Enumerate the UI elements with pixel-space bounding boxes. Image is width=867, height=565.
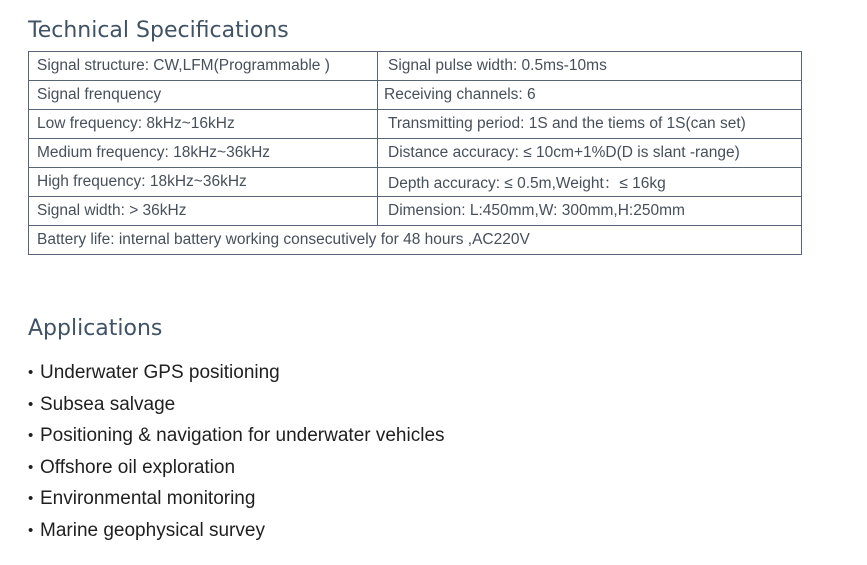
list-item	[28, 486, 445, 518]
list-item	[28, 518, 445, 550]
spec-footer-cell: Battery life: internal battery working consecutively for 48 hours ,AC220V	[29, 226, 802, 255]
spec-cell: Signal structure: CW,LFM(Programmable )	[29, 52, 378, 81]
table-row	[29, 81, 802, 110]
table-row	[29, 168, 802, 197]
bullet-icon: •	[28, 364, 34, 381]
spec-section-title: Technical Specifications	[28, 18, 289, 43]
list-item-label: Underwater GPS positioning	[40, 362, 280, 383]
applications-section-title: Applications	[28, 316, 163, 341]
spec-cell: Medium frequency: 18kHz~36kHz	[29, 139, 378, 168]
list-item-label: Environmental monitoring	[40, 488, 256, 510]
list-item	[28, 392, 445, 424]
table-row	[29, 52, 802, 81]
spec-cell: Transmitting period: 1S and the tiems of 1S(can set)	[378, 110, 802, 139]
list-item-label: Offshore oil exploration	[40, 456, 236, 478]
bullet-icon: •	[28, 427, 34, 445]
list-item	[28, 423, 445, 455]
list-item-label: Subsea salvage	[40, 393, 176, 415]
bullet-icon: •	[28, 395, 34, 413]
bullet-icon: •	[28, 490, 34, 508]
list-item-label: Marine geophysical survey	[40, 519, 265, 541]
bullet-icon: •	[28, 458, 34, 476]
spec-cell: Distance accuracy: ≤ 10cm+1%D(D is slant -range)	[378, 139, 802, 168]
spec-cell: Dimension: L:450mm,W: 300mm,H:250mm	[378, 197, 802, 226]
table-row	[29, 139, 802, 168]
list-item	[28, 360, 445, 392]
spec-cell: Depth accuracy: ≤ 0.5m,Weight：≤ 16kg	[378, 168, 802, 197]
table-row	[29, 110, 802, 139]
list-item	[28, 455, 445, 487]
spec-cell: Signal pulse width: 0.5ms-10ms	[378, 52, 802, 81]
spec-cell: High frequency: 18kHz~36kHz	[29, 168, 378, 197]
table-row	[29, 226, 802, 255]
specifications-table	[28, 51, 802, 255]
bullet-icon: •	[28, 521, 34, 539]
spec-cell: Low frequency: 8kHz~16kHz	[29, 110, 378, 139]
spec-cell: Signal frenquency	[29, 81, 378, 110]
spec-cell: Signal width: > 36kHz	[29, 197, 378, 226]
spec-cell: Receiving channels: 6	[378, 81, 802, 110]
table-row	[29, 197, 802, 226]
list-item-label: Positioning & navigation for underwater vehicles	[40, 425, 445, 447]
applications-list	[28, 360, 445, 550]
